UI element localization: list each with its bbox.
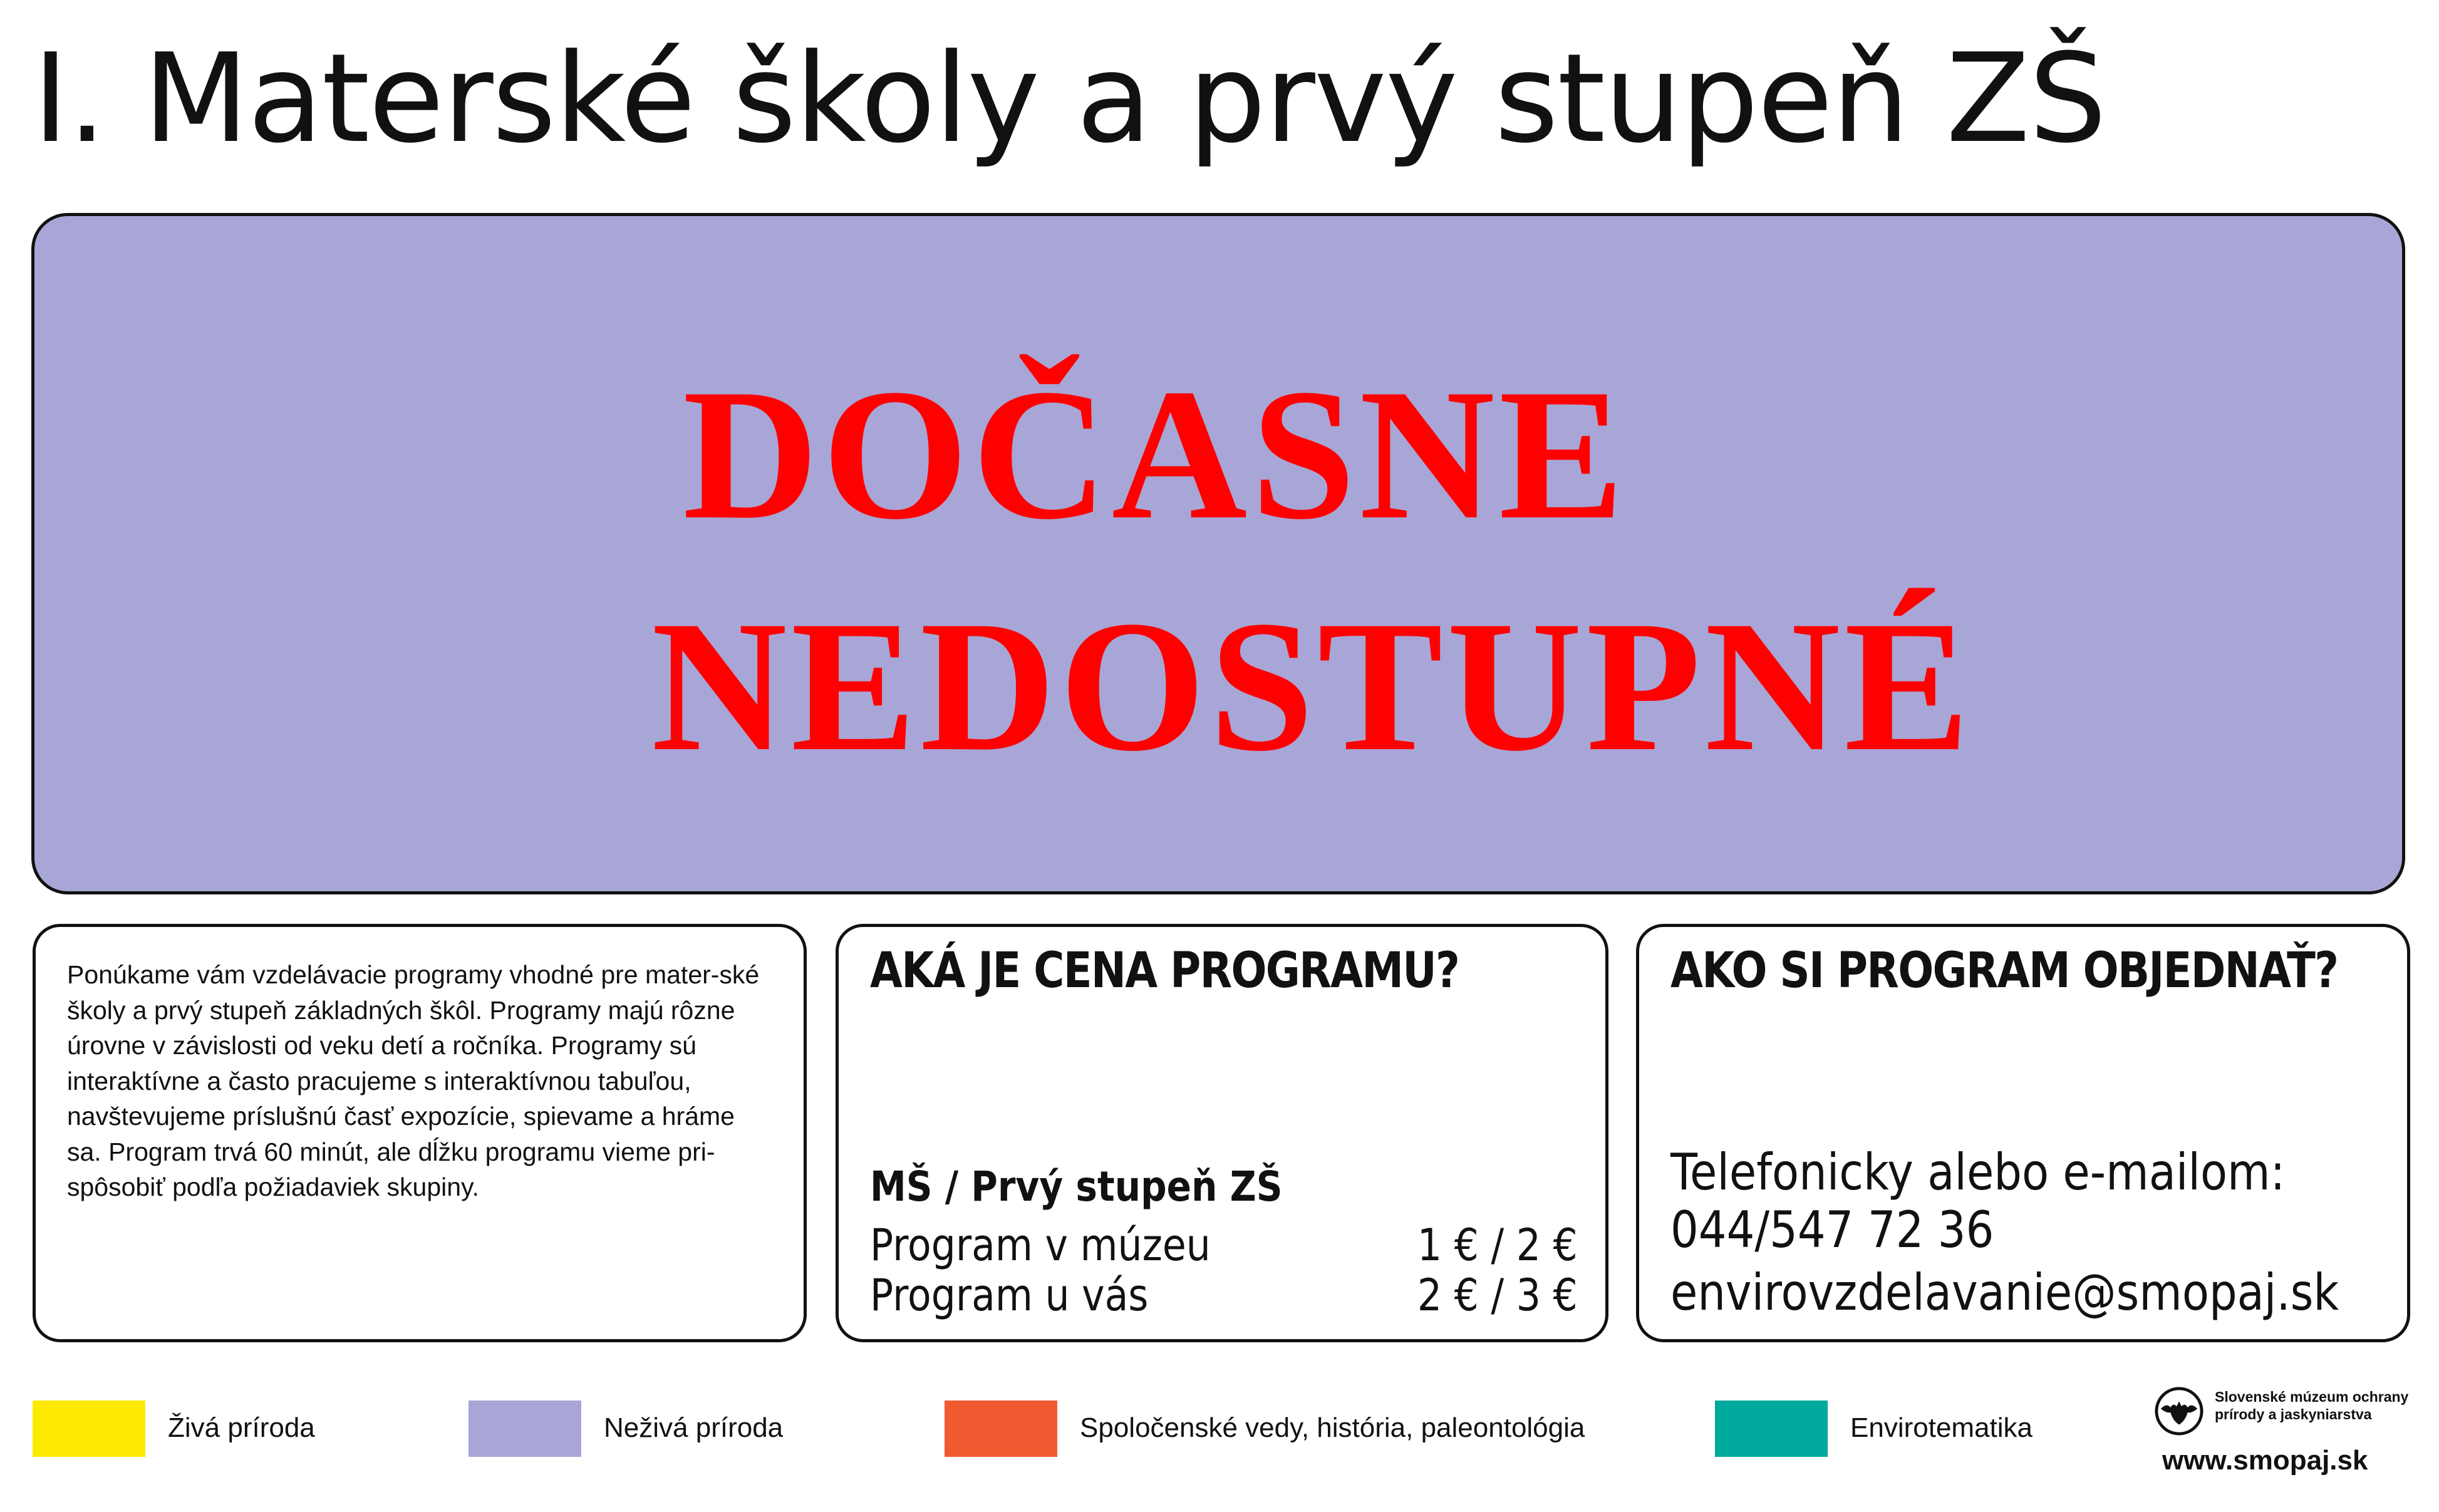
legend-label: Spoločenské vedy, história, paleontológia xyxy=(1080,1412,1585,1443)
price-row-value: 1 € / 2 € xyxy=(1417,1219,1578,1271)
museum-website-link[interactable]: www.smopaj.sk xyxy=(2162,1445,2368,1476)
legend-swatch xyxy=(1715,1401,1828,1457)
price-row xyxy=(870,1269,1578,1322)
legend-swatch xyxy=(33,1401,145,1457)
museum-logo xyxy=(2155,1383,2418,1496)
price-row xyxy=(870,1219,1578,1271)
order-phone-number[interactable]: 044/547 72 36 xyxy=(1670,1201,1994,1259)
notice-line-2: NEDOSTUPNÉ xyxy=(651,582,1974,790)
price-row-label: Program u vás xyxy=(870,1270,1149,1321)
program-description-box xyxy=(33,924,807,1342)
price-box xyxy=(836,924,1608,1342)
price-row-label: Program v múzeu xyxy=(870,1219,1211,1271)
unavailable-notice-panel xyxy=(31,213,2405,894)
notice-line-1: DOČASNE xyxy=(683,350,1628,558)
order-heading: AKO SI PROGRAM OBJEDNAŤ? xyxy=(1670,943,2338,999)
bat-logo-icon xyxy=(2155,1387,2203,1436)
legend-swatch xyxy=(469,1401,581,1457)
price-row-value: 2 € / 3 € xyxy=(1417,1270,1578,1321)
museum-name: Slovenské múzeum ochrany prírody a jaskyniarstva xyxy=(2215,1389,2409,1422)
order-intro: Telefonicky alebo e-mailom: xyxy=(1670,1143,2286,1201)
page-title: I. Materské školy a prvý stupeň ZŠ xyxy=(33,28,2106,170)
order-box xyxy=(1636,924,2410,1342)
price-subheading: MŠ / Prvý stupeň ZŠ xyxy=(870,1162,1283,1211)
legend-label: Živá príroda xyxy=(168,1412,315,1443)
price-heading: AKÁ JE CENA PROGRAMU? xyxy=(870,943,1459,999)
order-email-link[interactable]: envirovzdelavanie@smopaj.sk xyxy=(1670,1263,2339,1322)
legend-label: Envirotematika xyxy=(1850,1412,2033,1443)
legend-swatch xyxy=(945,1401,1057,1457)
legend-label: Neživá príroda xyxy=(604,1412,784,1443)
program-description-text: Ponúkame vám vzdelávacie programy vhodné pre mater-ské školy a prvý stupeň základných škôl. Programy majú rôzne úrovne v závislosti od veku detí a ročníka. Programy sú interaktívne a často pracujeme s interaktívnou tabuľou, navštevujeme príslušnú časť expozície, spievame a hráme sa. Program trvá 60 minút, ale dĺžku programu vieme pri-spôsobiť podľa požiadaviek skupiny. xyxy=(67,960,760,1201)
